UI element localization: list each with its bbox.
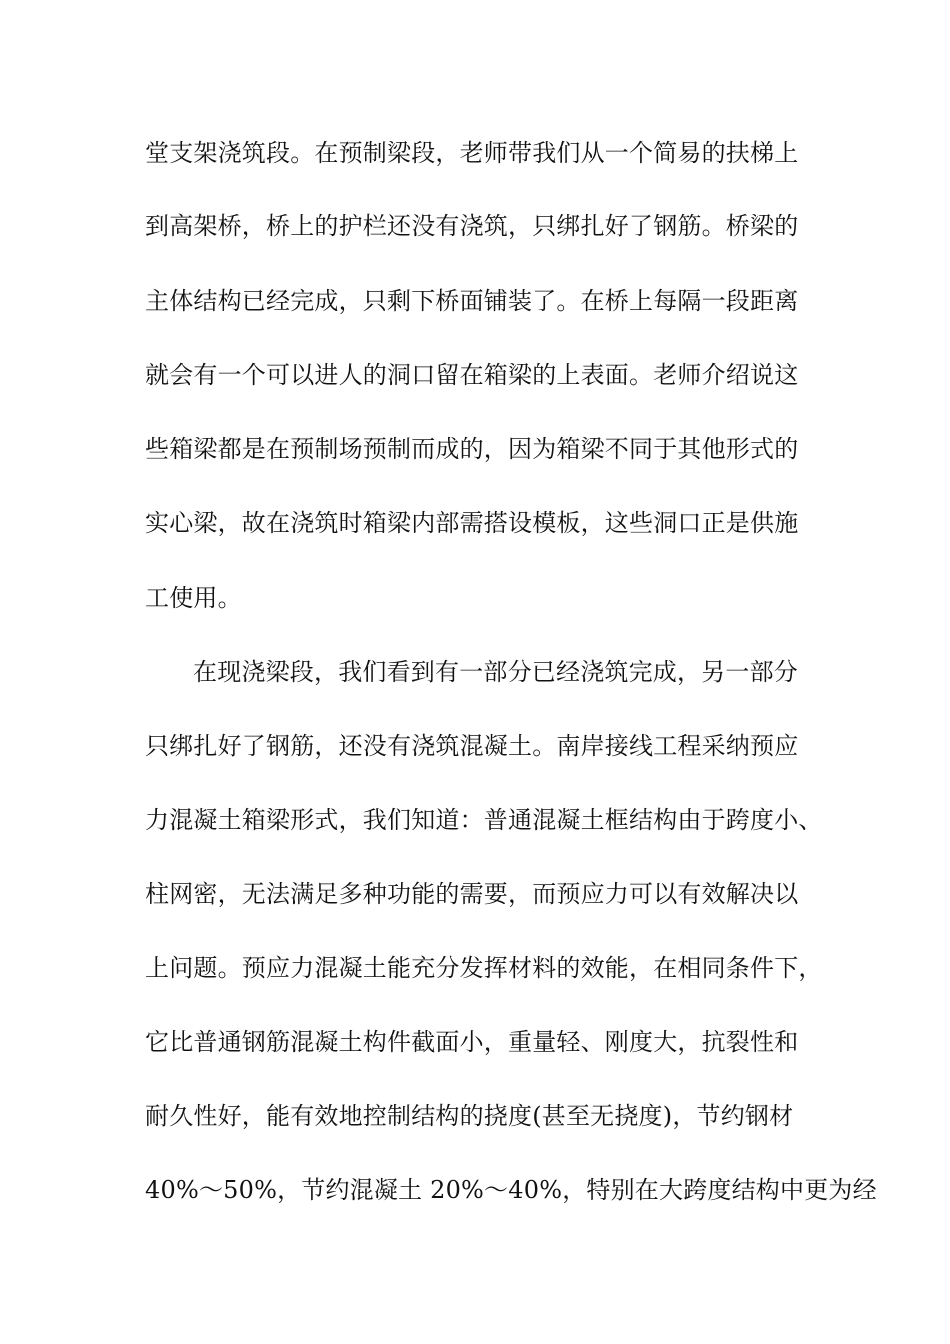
text-line-3: 主体结构已经完成，只剩下桥面铺装了。在桥上每隔一段距离 (145, 287, 799, 315)
text-line-5: 些箱梁都是在预制场预制而成的，因为箱梁不同于其他形式的 (145, 435, 799, 463)
text-line-7: 工使用。 (145, 584, 242, 612)
text-line-10: 力混凝土箱梁形式，我们知道：普通混凝土框结构由于跨度小、 (145, 806, 823, 834)
text-line-9: 只绑扎好了钢筋，还没有浇筑混凝土。南岸接线工程采纳预应 (145, 732, 799, 760)
text-line-6: 实心梁，故在浇筑时箱梁内部需搭设模板，这些洞口正是供施 (145, 509, 799, 537)
text-line-1: 堂支架浇筑段。在预制梁段，老师带我们从一个简易的扶梯上 (145, 139, 799, 167)
text-line-15: 40%～50%，节约混凝土 20%～40%，特别在大跨度结构中更为经 (145, 1176, 877, 1204)
paragraph-2-line-1: 在现浇梁段，我们看到有一部分已经浇筑完成，另一部分 (193, 658, 798, 686)
text-line-12: 上问题。预应力混凝土能充分发挥材料的效能，在相同条件下， (145, 954, 823, 982)
text-line-4: 就会有一个可以进人的洞口留在箱梁的上表面。老师介绍说这 (145, 361, 799, 389)
text-line-11: 柱网密，无法满足多种功能的需要，而预应力可以有效解决以 (145, 880, 799, 908)
text-line-2: 到高架桥，桥上的护栏还没有浇筑，只绑扎好了钢筋。桥梁的 (145, 212, 799, 240)
text-line-13: 它比普通钢筋混凝土构件截面小，重量轻、刚度大，抗裂性和 (145, 1028, 799, 1056)
text-line-14: 耐久性好，能有效地控制结构的挠度(甚至无挠度)，节约钢材 (145, 1102, 794, 1130)
